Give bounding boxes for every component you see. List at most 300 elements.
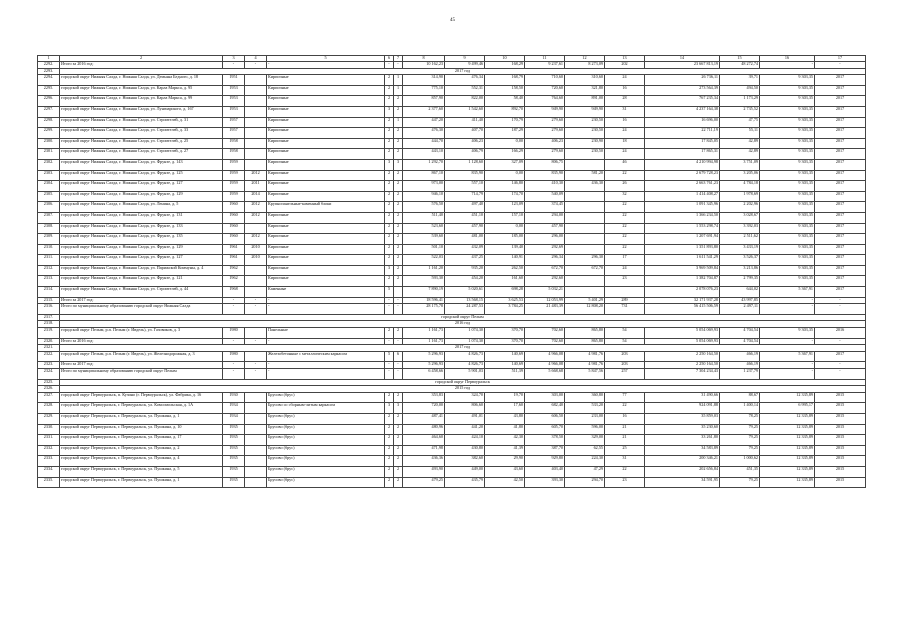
table-cell: 2017 <box>815 351 866 362</box>
table-cell: 2316. <box>38 304 60 315</box>
table-cell: 3 <box>385 265 394 276</box>
table-row <box>38 202 866 213</box>
table-cell: 77 <box>605 392 645 403</box>
table-cell: - <box>815 338 866 345</box>
table-cell: - <box>385 62 394 69</box>
table-cell: - <box>245 62 267 69</box>
table-row <box>38 106 866 117</box>
table-cell: 523,60 <box>403 223 445 234</box>
table-cell: 2017 <box>815 170 866 181</box>
table-cell: 10 162,23 <box>403 62 445 69</box>
table-cell: - <box>223 338 245 345</box>
table-cell: - <box>394 297 403 304</box>
table-cell: 9 303,35 <box>760 212 815 223</box>
table-cell: 2017 <box>815 96 866 107</box>
table-cell: 2 <box>394 413 403 424</box>
table-cell: Брусово (брус) <box>267 466 385 477</box>
table-cell: 7 890,19 <box>403 287 445 298</box>
table-cell: 78,25 <box>720 413 760 424</box>
table-cell: 3 <box>385 403 394 414</box>
table-cell: 29,90 <box>485 456 525 467</box>
table-cell: 1 <box>394 85 403 96</box>
table-cell: 41,39 <box>485 445 525 456</box>
table-cell: 79,25 <box>720 445 760 456</box>
table-cell: 1 <box>394 117 403 128</box>
table-cell: 1961 <box>223 244 245 255</box>
table-cell: 9 303,35 <box>760 117 815 128</box>
table-cell: 58,40 <box>485 96 525 107</box>
table-cell: Брусово (брус) <box>267 456 385 467</box>
table-cell: 25 <box>605 445 645 456</box>
table-cell: 224,30 <box>565 456 605 467</box>
table-cell: 1 000,62 <box>720 456 760 467</box>
table-cell: 2 250 164,50 <box>645 362 720 369</box>
table-cell: Кирпичные <box>267 138 385 149</box>
table-cell: 1 414 408,27 <box>645 191 720 202</box>
row-number: 2326. <box>38 386 60 393</box>
table-cell: 289 <box>605 297 645 304</box>
table-cell: 441,20 <box>445 424 485 435</box>
table-cell: Кирпичные <box>267 223 385 234</box>
table-cell: 1953 <box>223 96 245 107</box>
table-cell: 1935 <box>223 424 245 435</box>
table-cell: 767 235,34 <box>645 96 720 107</box>
table-cell: 3 392,03 <box>720 223 760 234</box>
table-cell: 314,90 <box>403 75 445 86</box>
table-cell: 1957 <box>223 117 245 128</box>
table-cell: 174,70 <box>485 191 525 202</box>
table-cell: 2304. <box>38 181 60 192</box>
table-cell: 2 <box>385 255 394 266</box>
column-number: 13 <box>605 56 645 62</box>
table-cell: - <box>394 369 403 380</box>
table-cell: 2 <box>394 435 403 446</box>
table-cell: 230,50 <box>565 117 605 128</box>
table-cell: 8 273,09 <box>565 62 605 69</box>
table-cell: Панельные <box>267 328 385 339</box>
table-cell: 34 583,89 <box>645 445 720 456</box>
table-cell <box>565 244 605 255</box>
table-cell: 262,50 <box>485 265 525 276</box>
table-cell: 139,40 <box>485 244 525 255</box>
table-cell: 6 995,17 <box>760 403 815 414</box>
row-number: 2317. <box>38 314 60 321</box>
table-cell: городской округ Нижняя Салда, г. Нижняя Салда, ул. Фрунзе, д. 121 <box>60 276 223 287</box>
table-cell: Брусово со сборным-литым каркасом <box>267 403 385 414</box>
table-cell: 166,29 <box>485 149 525 160</box>
table-cell: 454,20 <box>445 276 485 287</box>
table-cell: 2011 <box>245 181 267 192</box>
table-cell <box>245 328 267 339</box>
table-cell: 1934 <box>223 413 245 424</box>
table-cell: 2 <box>394 445 403 456</box>
table-cell: 2331. <box>38 435 60 446</box>
table-cell: 436,30 <box>565 181 605 192</box>
table-cell: 2 078 076,23 <box>645 287 720 298</box>
table-cell: 892,70 <box>485 106 525 117</box>
table-cell: 2010 <box>245 255 267 266</box>
table-cell: 2310. <box>38 244 60 255</box>
table-cell: - <box>267 338 385 345</box>
table-cell: 593,30 <box>403 276 445 287</box>
table-cell: 2305. <box>38 191 60 202</box>
table-cell: - <box>815 362 866 369</box>
table-cell: 4 210 994,98 <box>645 159 720 170</box>
table-cell: 2302. <box>38 159 60 170</box>
table-cell: 2 <box>394 477 403 488</box>
table-cell: городской округ Нижняя Салда, г. Нижняя Салда, ул. Фрунзе, д. 127 <box>60 181 223 192</box>
table-cell: 42,50 <box>485 477 525 488</box>
table-row <box>38 435 866 446</box>
row-number: 2325. <box>38 379 60 386</box>
table-cell: Кирпичные <box>267 244 385 255</box>
table-row <box>38 265 866 276</box>
section-label: 2016 год <box>60 321 866 328</box>
table-cell: 471,98 <box>403 445 445 456</box>
table-cell: 26 736,11 <box>645 75 720 86</box>
table-cell: 18 <box>605 138 645 149</box>
table-cell: 714,79 <box>445 191 485 202</box>
table-cell: городской округ Нижняя Салда, г. Нижняя Салда, ул. Строителей, д. 31 <box>60 117 223 128</box>
table-cell: 2012 <box>245 212 267 223</box>
table-cell: 2 <box>394 138 403 149</box>
table-cell: Итого за 2017 год: <box>60 297 223 304</box>
table-row <box>38 128 866 139</box>
table-cell: 481,00 <box>445 234 485 245</box>
table-cell: 3 <box>385 159 394 170</box>
table-cell: 203 <box>605 351 645 362</box>
table-cell: 466,19 <box>720 362 760 369</box>
table-cell: 672,70 <box>565 265 605 276</box>
table-row <box>38 75 866 86</box>
table-cell: 432,09 <box>445 244 485 255</box>
table-cell: 1962 <box>223 265 245 276</box>
table-cell: 2300. <box>38 138 60 149</box>
table-cell: 1960 <box>223 223 245 234</box>
table-cell: 2 <box>394 128 403 139</box>
table-cell: 5 401,29 <box>565 297 605 304</box>
table-cell: 1 611 541,29 <box>645 255 720 266</box>
table-cell: 79,25 <box>720 435 760 446</box>
table-cell: 140,69 <box>485 351 525 362</box>
table-cell: городской округ Нижняя Салда, г. Нижняя Салда, ул. Фрунзе, д. 133 <box>60 223 223 234</box>
table-cell: 202 656,84 <box>645 466 720 477</box>
table-cell: 230,90 <box>565 138 605 149</box>
table-cell: 1 978,69 <box>720 191 760 202</box>
table-cell: - <box>245 338 267 345</box>
table-cell: 605,70 <box>525 424 565 435</box>
table-cell: 9 303,35 <box>760 276 815 287</box>
table-cell: Брусово (брус) <box>267 477 385 488</box>
table-cell: 2 <box>385 117 394 128</box>
section-label: 2015 год <box>60 386 866 393</box>
table-cell: - <box>394 362 403 369</box>
table-cell: 9 303,35 <box>760 170 815 181</box>
table-cell: 2 <box>385 138 394 149</box>
table-cell: 2015 <box>815 403 866 414</box>
table-cell: городской округ Нижняя Салда, г. Нижняя Салда, ул. Карла Маркса, д. 95 <box>60 85 223 96</box>
table-cell: 410,30 <box>525 181 565 192</box>
table-cell: 200 346,21 <box>645 456 720 467</box>
table-cell: Каменные <box>267 287 385 298</box>
table-cell: 2 663 761,23 <box>645 181 720 192</box>
table-cell: 5 032,21 <box>525 287 565 298</box>
table-row <box>38 445 866 456</box>
table-cell: 5 296,93 <box>403 362 445 369</box>
table-cell: 406,23 <box>525 138 565 149</box>
table-cell: городской округ Нижняя Салда, г. Нижняя Салда, ул. Парижской Коммуны, д. 4 <box>60 265 223 276</box>
table-cell: 1968 <box>223 287 245 298</box>
table-cell: 9 303,35 <box>760 202 815 213</box>
table-cell: 31 <box>605 456 645 467</box>
table-cell: 857,90 <box>403 96 445 107</box>
table-cell: 2 <box>394 106 403 117</box>
table-cell <box>245 223 267 234</box>
table-cell: 2017 <box>815 191 866 202</box>
table-cell: 2 <box>385 75 394 86</box>
table-cell: 2 <box>385 181 394 192</box>
table-cell: 230,50 <box>565 128 605 139</box>
table-cell: 1980 <box>223 328 245 339</box>
table-cell: 9 303,35 <box>760 75 815 86</box>
table-cell: - <box>385 304 394 315</box>
table-cell: 581,20 <box>565 170 605 181</box>
section-row <box>38 386 866 393</box>
table-cell: 6 458,66 <box>403 369 445 380</box>
table-row <box>38 159 866 170</box>
table-cell: 764,60 <box>525 96 565 107</box>
table-cell: Железобетонные с металлическим каркасом <box>267 351 385 362</box>
table-cell: 1935 <box>223 445 245 456</box>
table-cell: 140,69 <box>485 362 525 369</box>
table-cell: 46 <box>605 159 645 170</box>
table-cell: 2334. <box>38 466 60 477</box>
table-cell: Кирпичные <box>267 106 385 117</box>
table-cell: 9 499,46 <box>445 62 485 69</box>
table-cell: 9 303,35 <box>760 159 815 170</box>
table-cell: городской округ Нижняя Салда, г. Нижняя Салда, ул. Строителей, д. 25 <box>60 138 223 149</box>
table-cell: - <box>394 304 403 315</box>
table-cell: 2 <box>394 466 403 477</box>
table-cell: 443,10 <box>403 149 445 160</box>
table-cell: 2 <box>385 466 394 477</box>
table-cell: 18 596,41 <box>403 297 445 304</box>
table-cell: 12 335,89 <box>760 456 815 467</box>
column-number: 6 <box>385 56 394 62</box>
table-cell <box>245 159 267 170</box>
table-cell: 2017 <box>815 75 866 86</box>
table-cell: 185,00 <box>485 234 525 245</box>
table-cell: 9 303,35 <box>760 244 815 255</box>
table-cell: 9 303,35 <box>760 106 815 117</box>
table-cell: 3 969 509,84 <box>645 265 720 276</box>
table-cell: 2014 <box>245 191 267 202</box>
table-cell: 0,00 <box>485 138 525 149</box>
table-cell: 47,29 <box>565 466 605 477</box>
table-cell: 5 054 069,93 <box>645 338 720 345</box>
row-number: 2293. <box>38 68 60 75</box>
table-cell: 1957 <box>223 128 245 139</box>
table-cell: 1 074,30 <box>445 328 485 339</box>
table-cell: 2017 <box>815 138 866 149</box>
table-cell <box>245 392 267 403</box>
table-cell: 501,10 <box>403 244 445 255</box>
table-body <box>38 56 866 488</box>
table-cell: 2327. <box>38 392 60 403</box>
table-cell: 806,60 <box>445 403 485 414</box>
table-cell <box>245 456 267 467</box>
table-cell: 2 <box>385 328 394 339</box>
table-cell <box>245 128 267 139</box>
table-cell: 257 <box>605 369 645 380</box>
table-cell: 1 400,14 <box>720 403 760 414</box>
table-cell: городской округ Нижняя Салда, г. Нижняя Салда, ул. Строителей, д. 27 <box>60 149 223 160</box>
table-cell: 13 568,15 <box>445 297 485 304</box>
table-cell: 2296. <box>38 96 60 107</box>
table-row <box>38 234 866 245</box>
table-cell: Кирпичные <box>267 265 385 276</box>
table-cell: 2010 <box>245 244 267 255</box>
table-cell: 12 808,20 <box>565 304 605 315</box>
table-cell: 865,80 <box>565 338 605 345</box>
table-row <box>38 287 866 298</box>
table-cell: 2 735,52 <box>720 106 760 117</box>
table-cell: 1934 <box>223 403 245 414</box>
table-cell: 1 292,70 <box>403 159 445 170</box>
table-cell: 449,00 <box>445 466 485 477</box>
table-cell: 16 696,00 <box>645 117 720 128</box>
table-cell: 2307. <box>38 212 60 223</box>
table-cell: 1935 <box>223 456 245 467</box>
table-cell: 1959 <box>223 181 245 192</box>
table-cell: 2012 <box>245 202 267 213</box>
table-cell: 2 <box>394 149 403 160</box>
table-cell: 0,00 <box>485 170 525 181</box>
table-cell: 393,30 <box>525 477 565 488</box>
table-cell: 22 <box>605 403 645 414</box>
table-cell: 2 <box>385 456 394 467</box>
table-cell: городской округ Первоуральск, г. Первоуральск, ул. Пушкина, д. 1 <box>60 413 223 424</box>
table-cell <box>245 351 267 362</box>
table-cell: 202 <box>605 62 645 69</box>
table-cell: 168,29 <box>485 62 525 69</box>
table-cell: 973,00 <box>403 181 445 192</box>
table-cell: 2015 <box>815 424 866 435</box>
table-row <box>38 96 866 107</box>
table-cell: 2309. <box>38 234 60 245</box>
table-cell: 2 <box>385 191 394 202</box>
table-cell: - <box>223 297 245 304</box>
table-cell: 48 272,74 <box>720 62 760 69</box>
table-cell: 2 202,96 <box>720 202 760 213</box>
table-cell: 2 <box>394 191 403 202</box>
table-cell: 2 <box>394 392 403 403</box>
table-cell: 2 <box>394 265 403 276</box>
table-cell <box>565 159 605 170</box>
table-cell: городской округ Первоуральск, г. Первоуральск, ул. Пушкина, д. 17 <box>60 435 223 446</box>
table-cell: 294,70 <box>565 477 605 488</box>
table-cell: 2 <box>394 212 403 223</box>
table-cell: 451,35 <box>720 466 760 477</box>
table-cell: 2292. <box>38 62 60 69</box>
table-cell: 436,36 <box>403 456 445 467</box>
table-cell: 9 303,35 <box>760 138 815 149</box>
table-cell <box>245 466 267 477</box>
table-cell: 2 <box>385 149 394 160</box>
column-number: 3 <box>223 56 245 62</box>
table-cell: - <box>394 62 403 69</box>
table-cell <box>394 287 403 298</box>
table-cell: 2015 <box>815 477 866 488</box>
table-row <box>38 149 866 160</box>
table-cell: 9 303,35 <box>760 234 815 245</box>
table-cell: 5 054 069,93 <box>645 328 720 339</box>
table-cell: - <box>760 338 815 345</box>
table-cell: 2017 <box>815 128 866 139</box>
table-cell: городской округ Нижняя Салда, г. Нижняя Салда, ул. Фрунзе, д. 127 <box>60 255 223 266</box>
table-cell: - <box>223 304 245 315</box>
table-cell: 4 981,76 <box>565 351 605 362</box>
table-cell: 949,90 <box>565 106 605 117</box>
table-cell: 1960 <box>223 212 245 223</box>
table-cell: 2017 <box>815 255 866 266</box>
table-cell: 3 <box>385 106 394 117</box>
table-cell: 9 303,35 <box>760 85 815 96</box>
column-number: 5 <box>267 56 385 62</box>
table-cell <box>245 106 267 117</box>
table-cell: 22 <box>605 466 645 477</box>
table-cell: 2 250 164,50 <box>645 351 720 362</box>
table-cell: - <box>245 362 267 369</box>
table-cell: - <box>223 362 245 369</box>
table-cell: 1 074,30 <box>445 338 485 345</box>
table-cell: 329,00 <box>565 435 605 446</box>
table-cell: 2 497,11 <box>720 304 760 315</box>
table-row <box>38 244 866 255</box>
table-cell: 17 845,05 <box>645 138 720 149</box>
table-cell: - <box>760 369 815 380</box>
table-cell: 2330. <box>38 424 60 435</box>
table-cell: 22 <box>605 234 645 245</box>
table-cell: 21 <box>605 424 645 435</box>
table-cell: - <box>394 338 403 345</box>
table-cell <box>565 212 605 223</box>
table-cell: 4 981,76 <box>565 362 605 369</box>
table-row <box>38 297 866 304</box>
table-cell: Кирпичные <box>267 128 385 139</box>
table-cell: 2 <box>385 96 394 107</box>
table-cell: 1 351 893,80 <box>645 244 720 255</box>
table-cell: 2312. <box>38 265 60 276</box>
table-cell: 2 <box>394 328 403 339</box>
table-cell: 2015 <box>815 466 866 477</box>
table-cell: 403,40 <box>525 466 565 477</box>
table-cell: 552,31 <box>445 85 485 96</box>
table-cell: Итого за 2017 год: <box>60 362 223 369</box>
table-cell: - <box>385 297 394 304</box>
table-cell: 5 367,91 <box>760 287 815 298</box>
table-cell: - <box>760 297 815 304</box>
table-cell: 296,30 <box>565 255 605 266</box>
table-cell: 22 <box>605 212 645 223</box>
table-cell: 1 237,79 <box>720 369 760 380</box>
table-cell: Кирпичные <box>267 75 385 86</box>
table-cell: 382,60 <box>445 456 485 467</box>
table-cell: 2 <box>385 212 394 223</box>
table-row <box>38 304 866 315</box>
table-cell: 17 <box>605 255 645 266</box>
table-cell: 1 542,60 <box>445 106 485 117</box>
